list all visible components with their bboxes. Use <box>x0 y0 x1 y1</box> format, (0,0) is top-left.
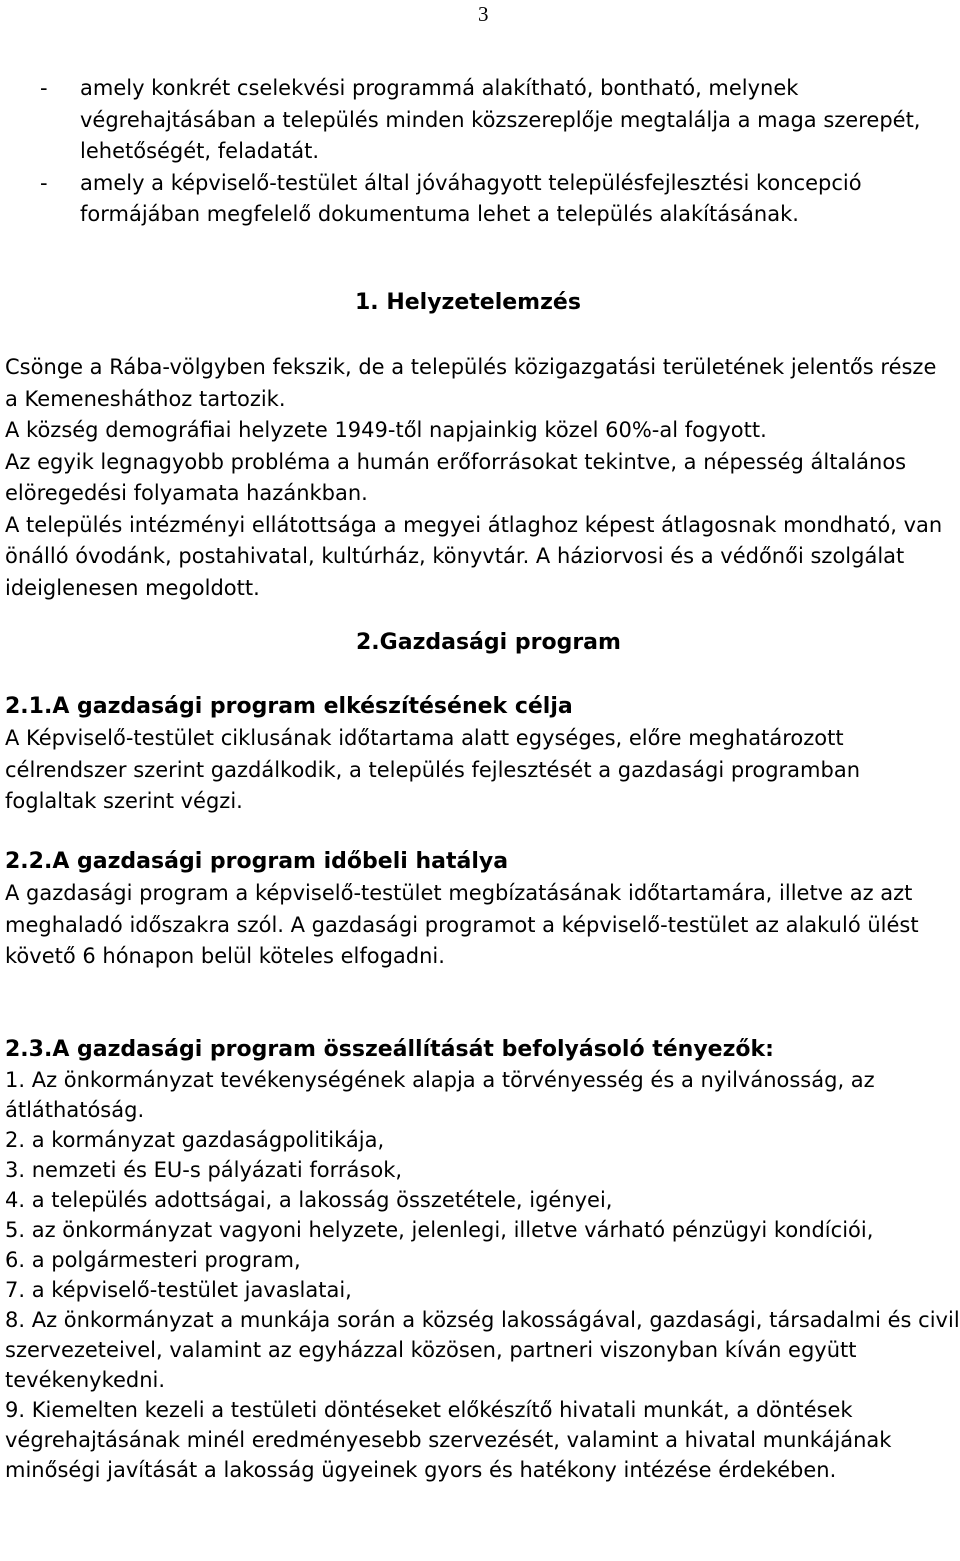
intro-bullet <box>40 73 955 168</box>
section-2-heading: 2.Gazdasági program <box>356 630 621 655</box>
list-item: 9. Kiemelten kezeli a testületi döntéseket előkészítő hivatali munkát, a döntések végrehajtásának minél eredményesebb szervezését, valamint a hivatal munkájának minőségi javítását a lakosság ügyeinek gyors és hatékony intézése érdekében. <box>5 1398 892 1482</box>
bullet-dash: - <box>40 170 48 195</box>
paragraph: Az egyik legnagyobb probléma a humán erőforrásokat tekintve, a népesség általános elöregedési folyamata hazánkban. <box>5 449 907 505</box>
section-1-body <box>5 352 955 604</box>
factors-list <box>5 1065 960 1485</box>
list-item: 7. a képviselő-testület javaslatai, <box>5 1278 352 1302</box>
subsection-2-1-body <box>5 723 955 818</box>
list-item: 5. az önkormányzat vagyoni helyzete, jelenlegi, illetve várható pénzügyi kondíciói, <box>5 1218 874 1242</box>
bullet-text: amely a képviselő-testület által jóváhagyott településfejlesztési koncepció formájában megfelelő dokumentuma lehet a település alakításának. <box>80 170 862 226</box>
paragraph: A Képviselő-testület ciklusának időtartama alatt egységes, előre meghatározott célrendszer szerint gazdálkodik, a település fejlesztését a gazdasági programban foglaltak szerint végzi. <box>5 726 861 813</box>
bullet-text: amely konkrét cselekvési programmá alakítható, bontható, melynek végrehajtásában a település minden közszereplője megtalálja a maga szerepét, lehetőségét, feladatát. <box>80 76 921 163</box>
section-1-heading: 1. Helyzetelemzés <box>355 290 581 315</box>
subsection-2-2-heading: 2.2.A gazdasági program időbeli hatálya <box>5 849 509 874</box>
list-item: 6. a polgármesteri program, <box>5 1248 301 1272</box>
subsection-2-3-heading: 2.3.A gazdasági program összeállítását befolyásoló tényezők: <box>5 1037 774 1062</box>
paragraph: A település intézményi ellátottsága a megyei átlaghoz képest átlagosnak mondható, van önálló óvodánk, postahivatal, kultúrház, könyvtár. A háziorvosi és a védőnői szolgálat ideiglenesen megoldott. <box>5 512 943 600</box>
bullet-dash: - <box>40 76 48 100</box>
page-number: 3 <box>478 2 489 26</box>
list-item: 4. a település adottságai, a lakosság összetétele, igényei, <box>5 1188 613 1212</box>
list-item: 2. a kormányzat gazdaságpolitikája, <box>5 1128 385 1152</box>
intro-bullet <box>40 168 955 231</box>
subsection-2-1-heading: 2.1.A gazdasági program elkészítésének célja <box>5 694 573 719</box>
subsection-2-2-body <box>5 878 955 973</box>
list-item: 1. Az önkormányzat tevékenységének alapja a törvényesség és a nyilvánosság, az átláthatóság. <box>5 1068 875 1122</box>
paragraph: Csönge a Rába-völgyben fekszik, de a település közigazgatási területének jelentős része a Kemenesháthoz tartozik. <box>5 355 937 411</box>
intro-bullet-list <box>40 73 955 231</box>
paragraph: A község demográfiai helyzete 1949-től napjainkig közel 60%-al fogyott. <box>5 418 767 442</box>
list-item: 8. Az önkormányzat a munkája során a község lakosságával, gazdasági, társadalmi és civil szervezeteivel, valamint az egyházzal közösen, partneri viszonyban kíván együtt tevékenykedni. <box>5 1308 960 1392</box>
list-item: 3. nemzeti és EU-s pályázati források, <box>5 1158 403 1182</box>
paragraph: A gazdasági program a képviselő-testület megbízatásának időtartamára, illetve az azt meghaladó időszakra szól. A gazdasági programot a képviselő-testület az alakuló ülést követő 6 hónapon belül köteles elfogadni. <box>5 881 919 968</box>
